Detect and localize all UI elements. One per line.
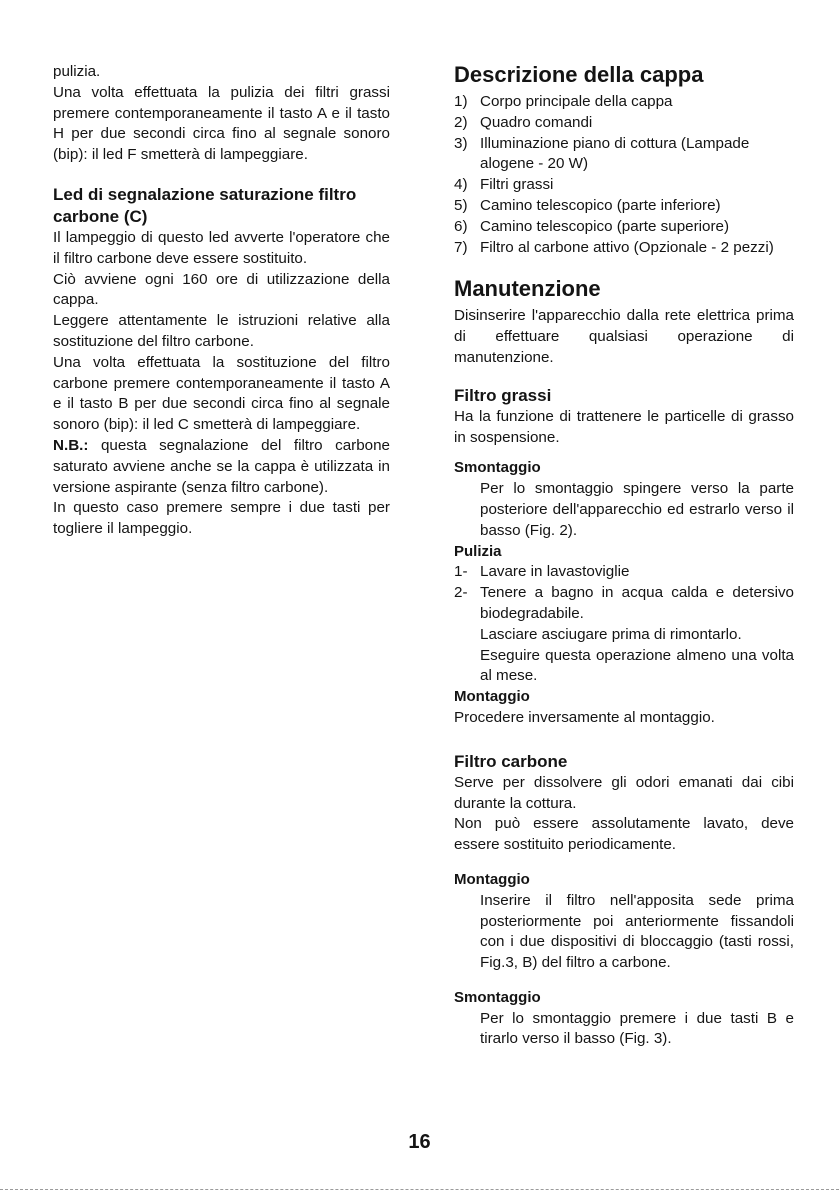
removal-title: Smontaggio <box>454 459 541 477</box>
carbon-led-heading: Led di segnalazione saturazione filtro carbone (C) <box>53 184 357 226</box>
list-item: 1) Corpo principale della cappa <box>454 93 673 110</box>
maintenance-text: Disinserire l'apparecchio dalla rete elettrica prima di effettuare qualsiasi operazione di manutenzione. <box>454 307 794 366</box>
list-item: 2) Quadro comandi <box>454 113 593 131</box>
list-item: 2- Tenere a bagno in acqua calda e detersivo biodegradabile. <box>454 584 794 622</box>
right-column <box>454 62 794 1050</box>
list-item: 6) Camino telescopico (parte superiore) <box>454 217 730 235</box>
nb-label: N.B.: <box>53 436 89 454</box>
carbon-removal-text: Per lo smontaggio premere i due tasti B e tirarlo verso il basso (Fig. 3). <box>480 1009 794 1048</box>
list-item: 4) Filtri grassi <box>454 176 554 194</box>
maintenance-title: Manutenzione <box>454 276 601 302</box>
nb-text: questa segnalazione del filtro carbone saturato avviene anche se la cappa è utilizzata in versione aspirante (senza filtro carbone). <box>53 436 390 496</box>
cleaning-extra-2: Eseguire questa operazione almeno una volta al mese. <box>480 646 794 685</box>
carbon-filter-text-1: Serve per dissolvere gli odori emanati dai cibi durante la cottura. <box>454 773 794 812</box>
grease-filter-title: Filtro grassi <box>454 385 552 405</box>
carbon-led-paragraph-2: Ciò avviene ogni 160 ore di utilizzazione della cappa. <box>53 270 390 309</box>
carbon-led-paragraph-1: Il lampeggio di questo led avverte l'operatore che il filtro carbone deve essere sostituito. <box>53 228 390 267</box>
list-item: 7) Filtro al carbone attivo (Opzionale - 2 pezzi) <box>454 238 774 256</box>
bottom-divider <box>0 1189 839 1190</box>
assembly-text: Procedere inversamente al montaggio. <box>454 708 715 726</box>
carbon-assembly-title: Montaggio <box>454 870 530 888</box>
description-title: Descrizione della cappa <box>454 62 704 87</box>
list-item: 3) Illuminazione piano di cottura (Lampade alogene - 20 W) <box>454 134 750 173</box>
page-number: 16 <box>408 1131 431 1153</box>
carbon-led-paragraph-3: Leggere attentamente le istruzioni relative alla sostituzione del filtro carbone. <box>53 312 390 350</box>
cleaning-extra-1: Lasciare asciugare prima di rimontarlo. <box>480 625 742 643</box>
carbon-assembly-text: Inserire il filtro nell'apposita sede prima posteriormente poi anteriormente fissandoli con i due dispositivi di bloccaggio (tasti rossi, Fig.3, B) del filtro a carbone. <box>480 891 794 972</box>
removal-text: Per lo smontaggio spingere verso la parte posteriore dell'apparecchio ed estrarlo verso il basso (Fig. 2). <box>480 480 794 539</box>
list-item: 5) Camino telescopico (parte inferiore) <box>454 196 721 214</box>
description-list <box>454 92 794 258</box>
carbon-filter-title: Filtro carbone <box>454 751 568 771</box>
grease-filter-text: Ha la funzione di trattenere le particelle di grasso in sospensione. <box>454 407 794 446</box>
list-item: 1- Lavare in lavastoviglie <box>454 563 630 581</box>
assembly-title: Montaggio <box>454 688 530 706</box>
reset-grease-paragraph: Una volta effettuata la pulizia dei filtri grassi premere contemporaneamente il tasto A e il tasto H per due secondi circa fino al segnale sonoro (bip): il led F smetterà di lampeggiare. <box>53 83 390 164</box>
carbon-removal-title: Smontaggio <box>454 988 541 1006</box>
cleaning-title: Pulizia <box>454 542 502 560</box>
left-column <box>53 62 390 540</box>
carbon-led-paragraph-4: Una volta effettuata la sostituzione del filtro carbone premere contemporaneamente il tasto A e il tasto B per due secondi circa fino al segnale sonoro (bip): il led C smetterà di lampeggiare. <box>53 353 390 434</box>
cleaning-list <box>454 562 794 624</box>
carbon-led-paragraph-5: In questo caso premere sempre i due tasti per togliere il lampeggio. <box>53 499 390 538</box>
carbon-filter-text-2: Non può essere assolutamente lavato, deve essere sostituito periodicamente. <box>454 815 794 854</box>
intro-fragment: pulizia. <box>53 63 101 80</box>
nb-paragraph <box>53 436 390 498</box>
